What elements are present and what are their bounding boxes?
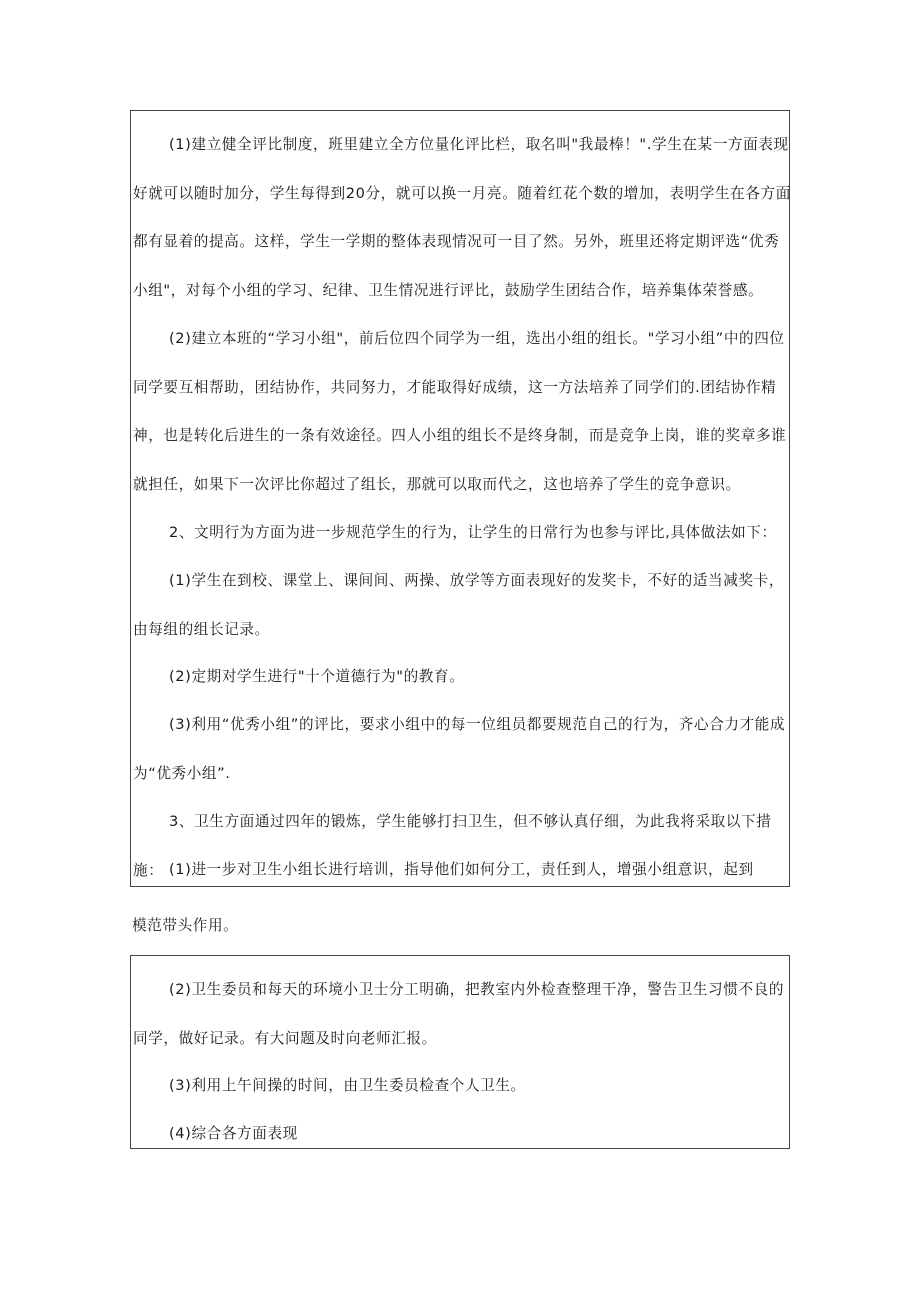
continuation-text: 模范带头作用。	[132, 917, 239, 934]
content-box-bottom	[130, 955, 790, 1149]
paragraph-hygiene: 3、卫生方面通过四年的锻炼，学生能够打扫卫生，但不够认真仔细，为此我将采取以下措施：	[133, 813, 772, 879]
paragraph-evaluation-system: (1)建立健全评比制度，班里建立全方位量化评比栏，取名叫"我最棒！".学生在某一方面表现好就可以随时加分，学生每得到20分，就可以换一月亮。随着红花个数的增加，表明学生在各方面都有显着的提高。这样，学生一学期的整体表现情况可一目了然。另外，班里还将定期评选“优秀小组"，对每个小组的学习、纪律、卫生情况进行评比，鼓励学生团结合作，培养集体荣誉感。	[133, 136, 791, 299]
paragraph-civil-behavior: 2、文明行为方面为进一步规范学生的行为，让学生的日常行为也参与评比,具体做法如下：	[169, 524, 777, 541]
paragraph-moral-education: (2)定期对学生进行"十个道德行为"的教育。	[169, 668, 465, 685]
content-box-top	[130, 110, 790, 887]
paragraph-reward-cards: (1)学生在到校、课堂上、课间间、两操、放学等方面表现好的发奖卡，不好的适当减奖卡，由每组的组长记录。	[133, 572, 785, 638]
paragraph-morning-check: (3)利用上午间操的时间，由卫生委员检查个人卫生。	[169, 1077, 526, 1094]
paragraph-study-group: (2)建立本班的“学习小组"，前后位四个同学为一组，选出小组的组长。"学习小组”中的四位同学要互相帮助，团结协作，共同努力，才能取得好成绩，这一方法培养了同学们的.团结协作精神，也是转化后进生的一条有效途径。四人小组的组长不是终身制，而是竞争上岗，谁的奖章多谁就担任，如果下一次评比你超过了组长，那就可以取而代之，这也培养了学生的竞争意识。	[133, 330, 787, 493]
paragraph-hygiene-training: (1)进一步对卫生小组长进行培训，指导他们如何分工，责任到人，增强小组意识，起到	[169, 861, 754, 878]
paragraph-excellent-group: (3)利用“优秀小组”的评比，要求小组中的每一位组员都要规范自己的行为，齐心合力才能成为“优秀小组”.	[133, 716, 786, 782]
paragraph-hygiene-committee: (2)卫生委员和每天的环境小卫士分工明确，把教室内外检查整理干净，警告卫生习惯不良的同学，做好记录。有大问题及时向老师汇报。	[133, 981, 785, 1047]
paragraph-overall-performance: (4)综合各方面表现	[169, 1125, 298, 1142]
